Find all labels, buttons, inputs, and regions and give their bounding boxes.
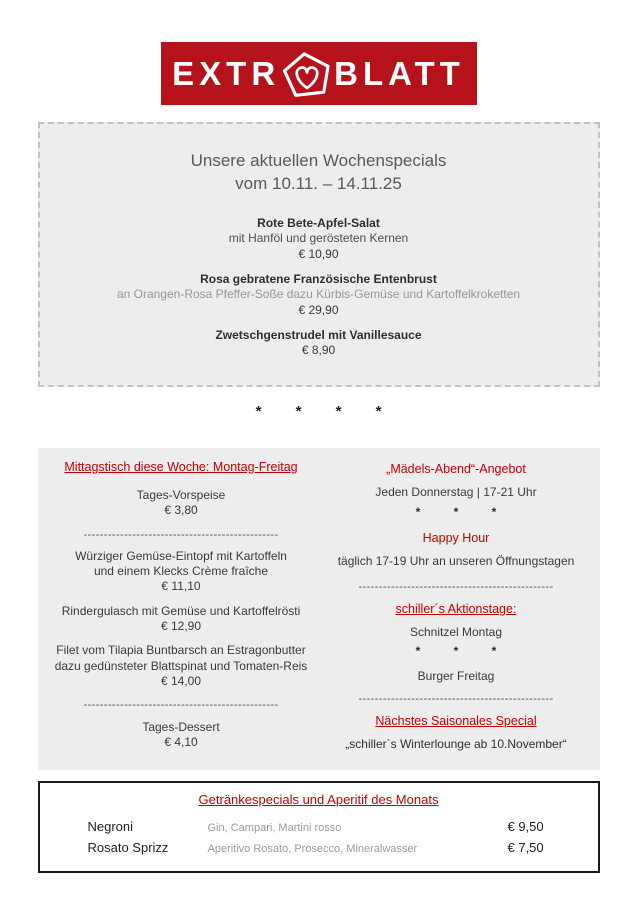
drinks-title: Getränkespecials und Aperitif des Monats <box>198 792 439 808</box>
lunch-dish <box>50 720 313 751</box>
drink-row <box>58 837 580 858</box>
special-item-name: Rote Bete-Apfel-Salat <box>257 215 380 230</box>
maedels-abend-title: „Mädels-Abend“-Angebot <box>386 461 526 476</box>
weekly-specials-panel <box>38 122 600 387</box>
special-item-price: € 10,90 <box>298 246 339 261</box>
special-item-name: Rosa gebratene Französische Entenbrust <box>200 271 437 286</box>
happy-hour-title: Happy Hour <box>422 530 490 545</box>
aktionstage-item: Burger Freitag <box>417 668 495 683</box>
lunch-column <box>38 459 319 753</box>
lunch-dish <box>50 549 313 595</box>
menu-page <box>0 42 637 873</box>
dish-line: dazu gedünsteter Blattspinat und Tomaten-Reis <box>54 658 308 673</box>
seasonal-special-subtitle: „schiller`s Winterlounge ab 10.November“ <box>345 737 567 752</box>
dish-line: Filet vom Tilapia Buntbarsch an Estragonbutter <box>56 643 306 658</box>
maedels-abend-subtitle: Jeden Donnerstag | 17-21 Uhr <box>375 484 537 499</box>
dish-line: und einem Klecks Crème fraîche <box>93 563 269 578</box>
lunch-header: Mittagstisch diese Woche: Montag-Freitag <box>64 459 298 474</box>
dashed-separator: ------------------------------------------------ <box>83 528 279 541</box>
drink-description: Gin, Campari, Martini rosso <box>207 822 342 835</box>
special-item <box>58 328 580 359</box>
special-item-name: Zwetschgenstrudel mit Vanillesauce <box>215 328 422 343</box>
drink-price: € 7,50 <box>507 840 544 856</box>
dish-line: Tages-Vorspeise <box>136 487 226 502</box>
specials-title-line1: Unsere aktuellen Wochenspecials <box>190 151 447 170</box>
drink-price: € 9,50 <box>507 819 544 835</box>
special-item <box>58 216 580 262</box>
weekly-specials-title <box>58 149 580 196</box>
special-item <box>58 272 580 318</box>
dish-price: € 3,80 <box>164 503 198 518</box>
drinks-panel <box>38 781 600 873</box>
dashed-separator: ------------------------------------------------ <box>358 580 554 593</box>
special-item-desc: mit Hanföl und gerösteten Kernen <box>228 231 409 246</box>
logo-text-left: EXTR <box>172 55 281 92</box>
dish-price: € 4,10 <box>164 734 198 749</box>
seasonal-special-title: Nächstes Saisonales Special <box>375 714 537 729</box>
drink-name: Rosato Sprizz <box>87 840 169 856</box>
offers-column <box>319 459 600 753</box>
weekly-offers-panel <box>38 448 600 771</box>
special-item-price: € 8,90 <box>301 343 336 358</box>
lunch-dish <box>50 643 313 689</box>
dashed-separator: ------------------------------------------------ <box>83 699 279 712</box>
logo-text-right: BLATT <box>334 55 465 92</box>
aktionstage-item: Schnitzel Montag <box>409 624 503 639</box>
asterisk-divider: * * * * <box>255 402 382 420</box>
lunch-dish <box>50 604 313 635</box>
special-item-price: € 29,90 <box>298 302 339 317</box>
happy-hour-subtitle: täglich 17-19 Uhr an unseren Öffnungstagen <box>337 553 575 568</box>
asterisk-divider-small: * * * <box>415 505 497 520</box>
asterisk-divider-small: * * * <box>415 644 497 659</box>
extrablatt-logo <box>161 42 477 105</box>
dish-price: € 12,90 <box>160 619 202 634</box>
heart-pentagon-icon <box>280 50 334 98</box>
dish-line: Rindergulasch mit Gemüse und Kartoffelrösti <box>61 603 301 618</box>
lunch-dish <box>50 488 313 519</box>
drink-description: Aperitivo Rosato, Prosecco, Mineralwasser <box>207 843 418 856</box>
aktionstage-title: schiller´s Aktionstage: <box>395 601 517 616</box>
dish-line: Würziger Gemüse-Eintopf mit Kartoffeln <box>75 548 287 563</box>
special-item-desc: an Orangen-Rosa Pfeffer-Soße dazu Kürbis-Gemüse und Kartoffelkroketten <box>116 287 521 302</box>
specials-title-line2: vom 10.11. – 14.11.25 <box>235 174 402 194</box>
drink-name: Negroni <box>87 819 134 835</box>
dish-price: € 11,10 <box>161 579 201 594</box>
dashed-separator: ------------------------------------------------ <box>358 693 554 706</box>
dish-price: € 14,00 <box>160 674 202 689</box>
dish-line: Tages-Dessert <box>142 719 220 734</box>
drink-row <box>58 816 580 837</box>
